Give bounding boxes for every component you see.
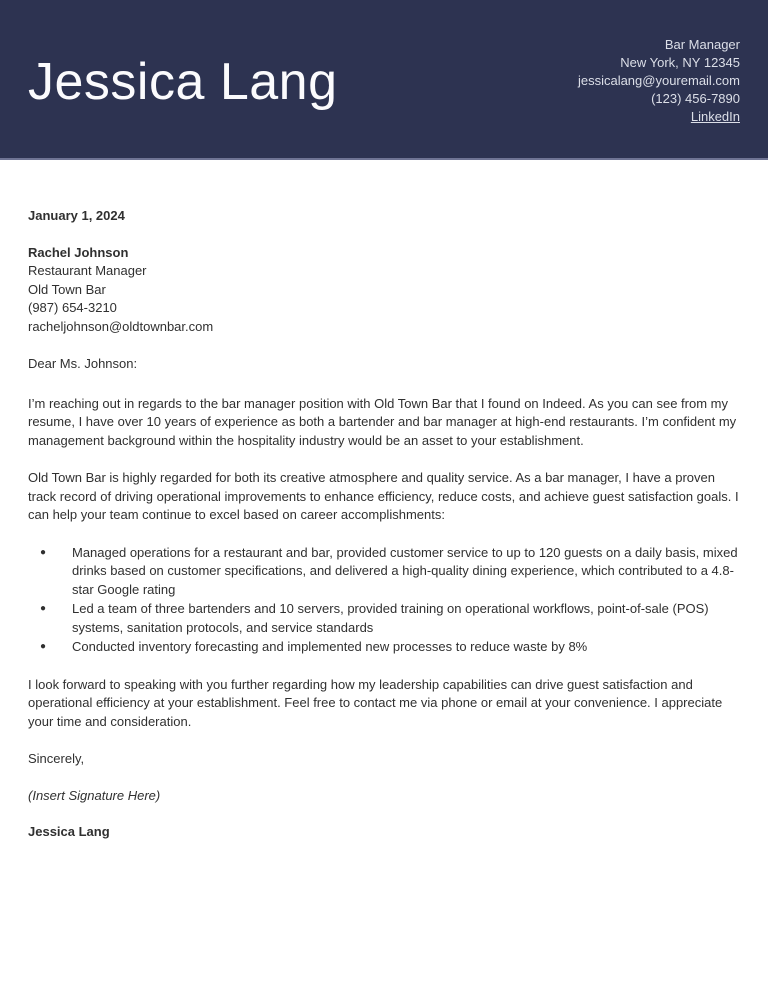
recipient-title: Restaurant Manager	[28, 263, 147, 278]
signature-name: Jessica Lang	[28, 824, 110, 839]
signature-placeholder: (Insert Signature Here)	[28, 787, 161, 803]
recipient-block	[28, 244, 740, 337]
contact-phone: (123) 456-7890	[651, 91, 740, 106]
contact-location: New York, NY 12345	[620, 55, 740, 70]
applicant-name-heading: Jessica Lang	[28, 53, 338, 111]
accomplishments-list	[28, 544, 740, 657]
greeting-line: Dear Ms. Johnson:	[28, 356, 138, 371]
recipient-phone: (987) 654-3210	[28, 300, 117, 315]
list-item: ● Conducted inventory forecasting and implemented new processes to reduce waste by 8%	[28, 638, 740, 657]
header-band	[0, 0, 768, 160]
letter-date: January 1, 2024	[28, 208, 125, 223]
contact-block	[578, 32, 740, 126]
signoff-line: Sincerely,	[28, 751, 85, 766]
letter-body	[0, 160, 768, 842]
paragraph-closing: I look forward to speaking with you further regarding how my leadership capabilities can drive guest satisfaction and operational efficiency at your establishment. Feel free to contact me via phone or email at your convenience. I appreciate your time and consideration.	[28, 676, 723, 729]
recipient-name: Rachel Johnson	[28, 244, 129, 260]
recipient-email: racheljohnson@oldtownbar.com	[28, 318, 214, 334]
list-item: ● Managed operations for a restaurant and bar, provided customer service to up to 120 guests on a daily basis, mixed drinks based on customer specifications, and delivered a high-quality dining experience, which contributed to a 4.8-star Google rating	[28, 544, 740, 600]
recipient-company: Old Town Bar	[28, 281, 106, 297]
paragraph-experience: Old Town Bar is highly regarded for both its creative atmosphere and quality service. As a bar manager, I have a proven track record of driving operational improvements to enhance efficiency, reduce costs, and achieve guest satisfaction goals. I can help your team continue to excel based on career accomplishments:	[28, 470, 739, 522]
paragraph-intro: I’m reaching out in regards to the bar manager position with Old Town Bar that I found on Indeed. As you can see from my resume, I have over 10 years of experience as both a bartender and bar manager at high-end restaurants. I’m confident my management background within the hospitality industry would be an asset to your establishment.	[28, 395, 737, 448]
list-item: ● Led a team of three bartenders and 10 servers, provided training on operational workflows, point-of-sale (POS) systems, sanitation protocols, and service standards	[28, 600, 740, 637]
linkedin-link[interactable]: LinkedIn	[690, 109, 740, 124]
contact-job-title: Bar Manager	[664, 37, 740, 52]
contact-email: jessicalang@youremail.com	[577, 73, 740, 88]
